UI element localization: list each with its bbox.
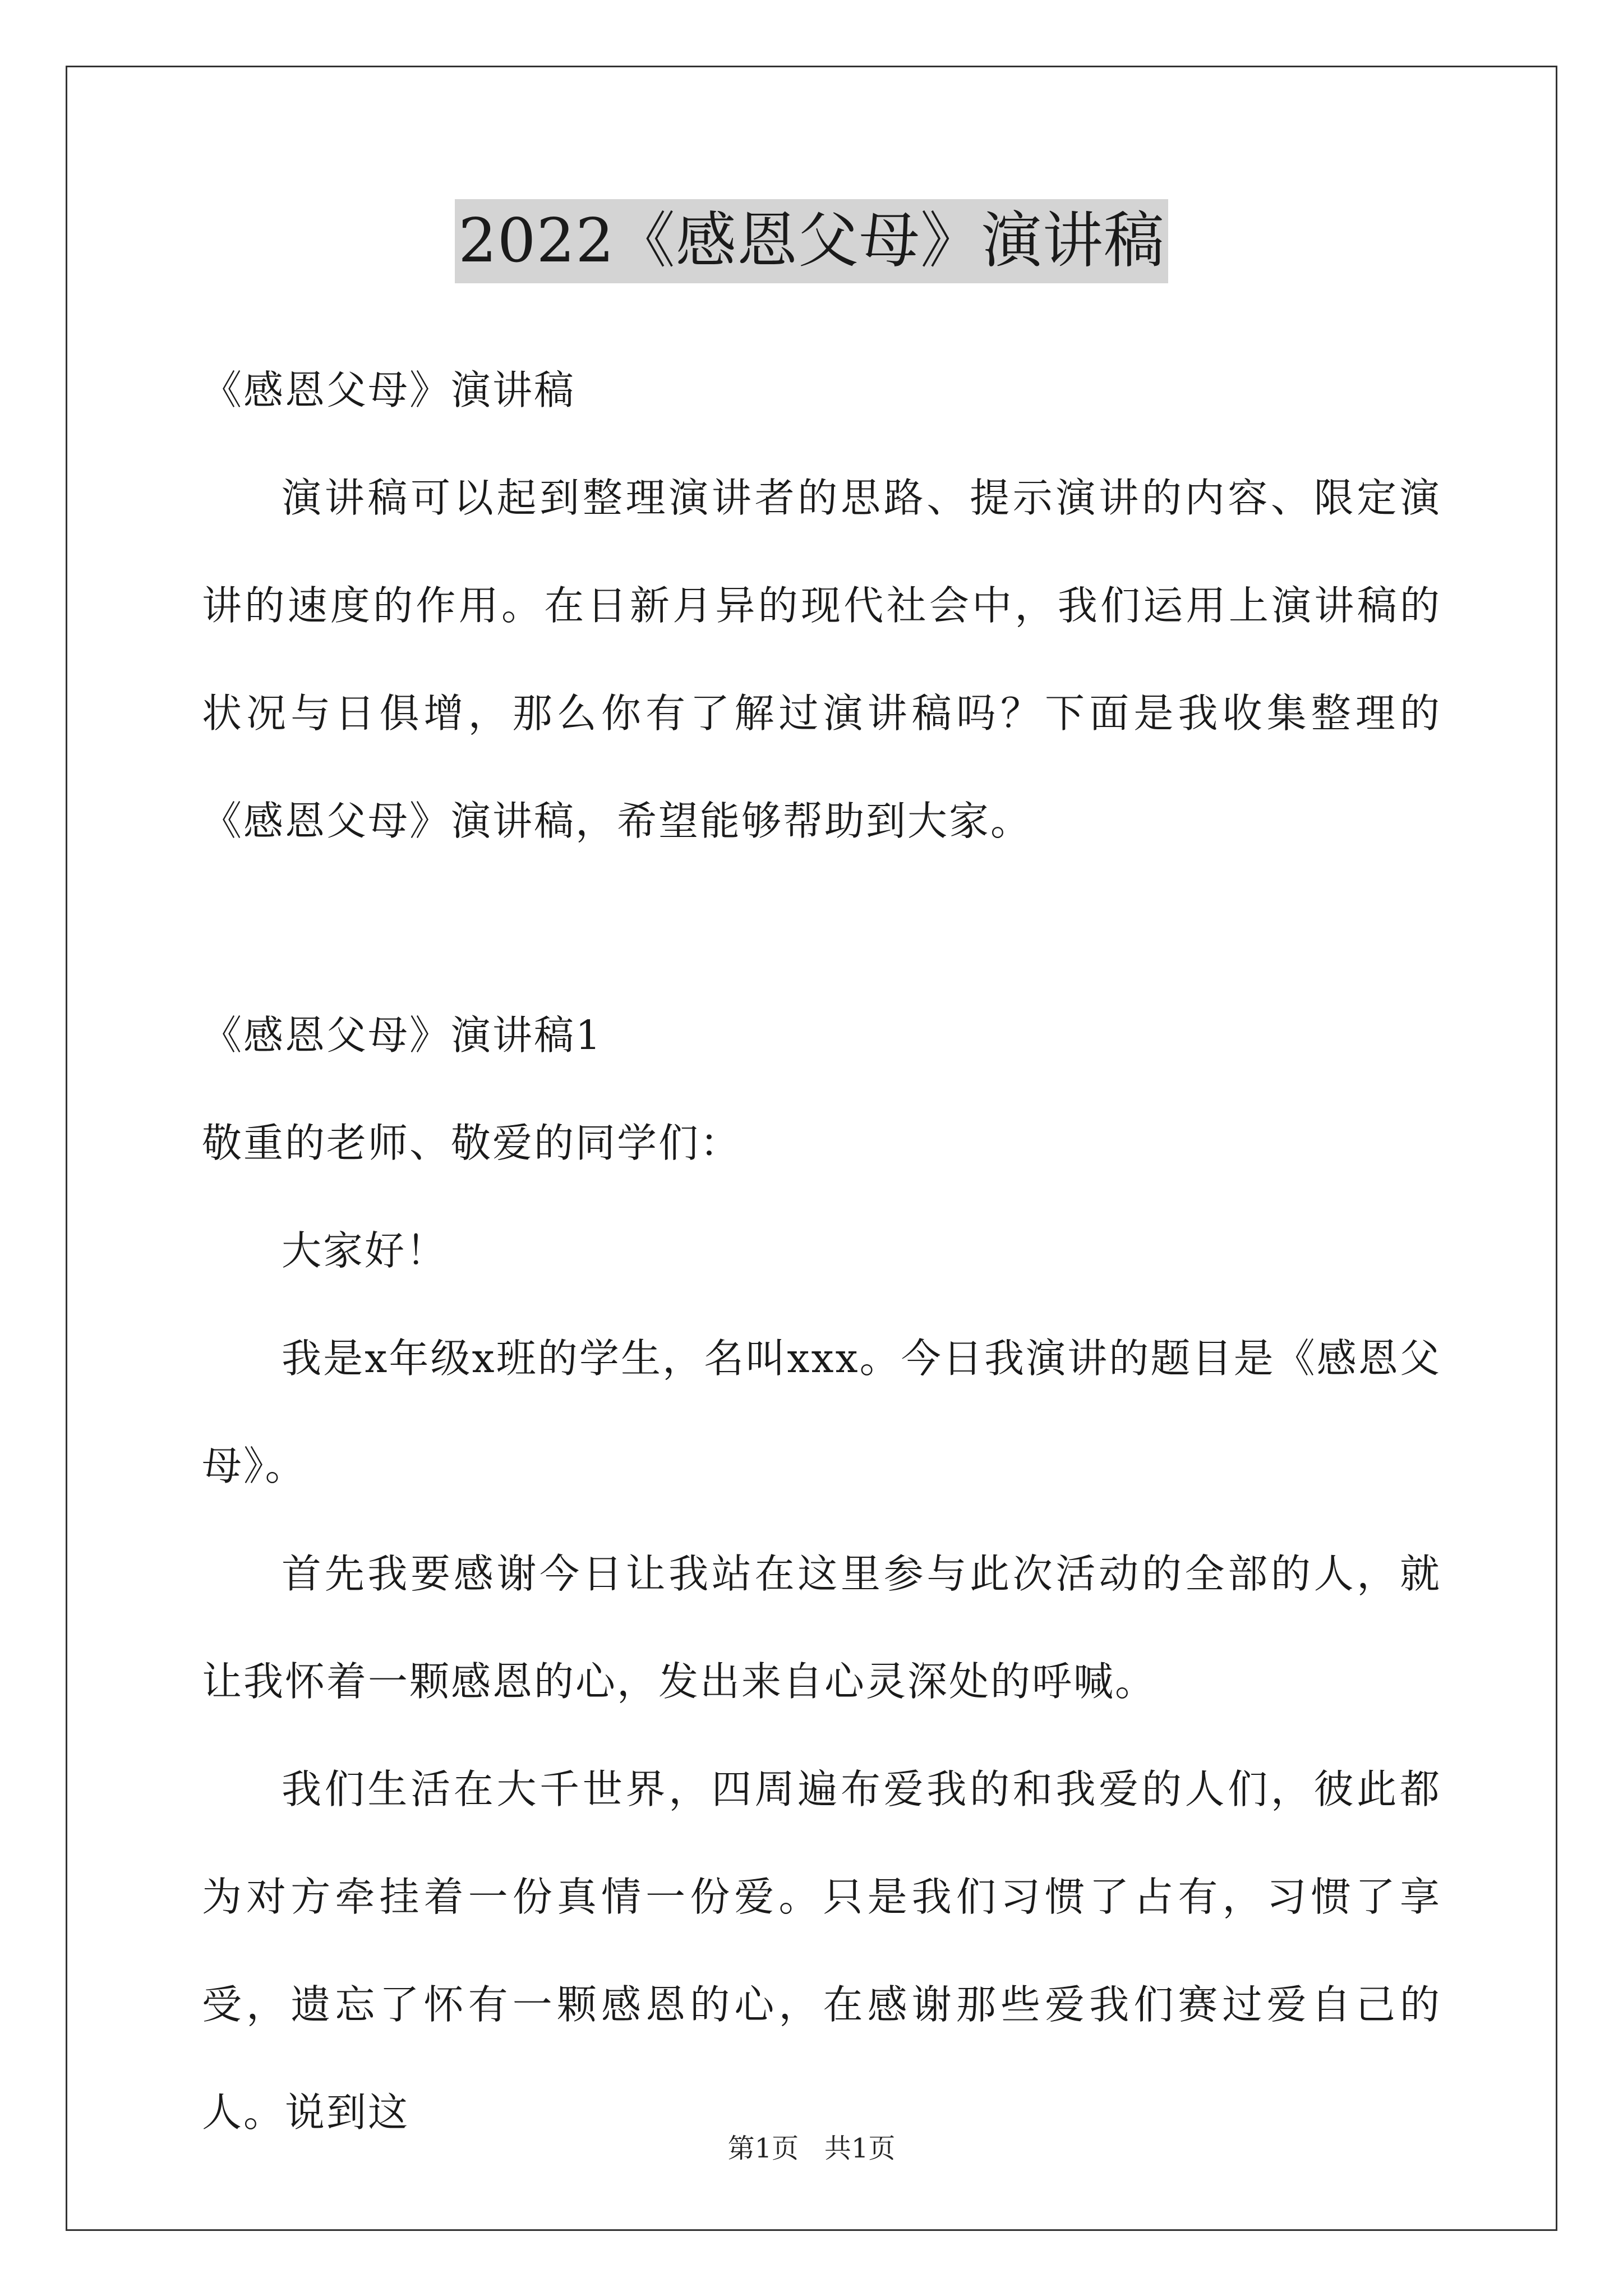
- body-paragraph: 我们生活在大千世界，四周遍布爱我的和我爱的人们，彼此都为对方牵挂着一份真情一份爱。只是我们习惯了占有，习惯了享受，遗忘了怀有一颗感恩的心，在感谢那些爱我们赛过爱自己的人。说到这: [202, 1766, 1441, 2136]
- section-heading: 《感恩父母》演讲稿1: [202, 1012, 603, 1059]
- section-gap: [202, 875, 1441, 982]
- title-container: [0, 199, 1623, 283]
- page-total: 共1页: [824, 2133, 896, 2164]
- footer-spacer: [799, 2133, 824, 2164]
- intro-paragraph: 演讲稿可以起到整理演讲者的思路、提示演讲的内容、限定演讲的速度的作用。在日新月异的现代社会中，我们运用上演讲稿的状况与日俱增，那么你有了解过演讲稿吗？下面是我收集整理的《感恩父母》演讲稿，希望能够帮助到大家。: [202, 475, 1441, 844]
- document-title: 2022《感恩父母》演讲稿: [455, 199, 1168, 283]
- page-number: 第1页: [727, 2133, 799, 2164]
- salutation-paragraph: 敬重的老师、敬爱的同学们：: [202, 1120, 742, 1166]
- page-footer: [0, 2129, 1623, 2168]
- document-body: [202, 337, 1441, 2166]
- subtitle-paragraph: 《感恩父母》演讲稿: [202, 367, 576, 413]
- thanks-paragraph: 首先我要感谢今日让我站在这里参与此次活动的全部的人，就让我怀着一颗感恩的心，发出来自心灵深处的呼喊。: [202, 1550, 1441, 1705]
- self-introduction-paragraph: 我是x年级x班的学生，名叫xxx。今日我演讲的题目是《感恩父母》。: [202, 1335, 1441, 1489]
- greeting-paragraph: 大家好！: [282, 1227, 448, 1274]
